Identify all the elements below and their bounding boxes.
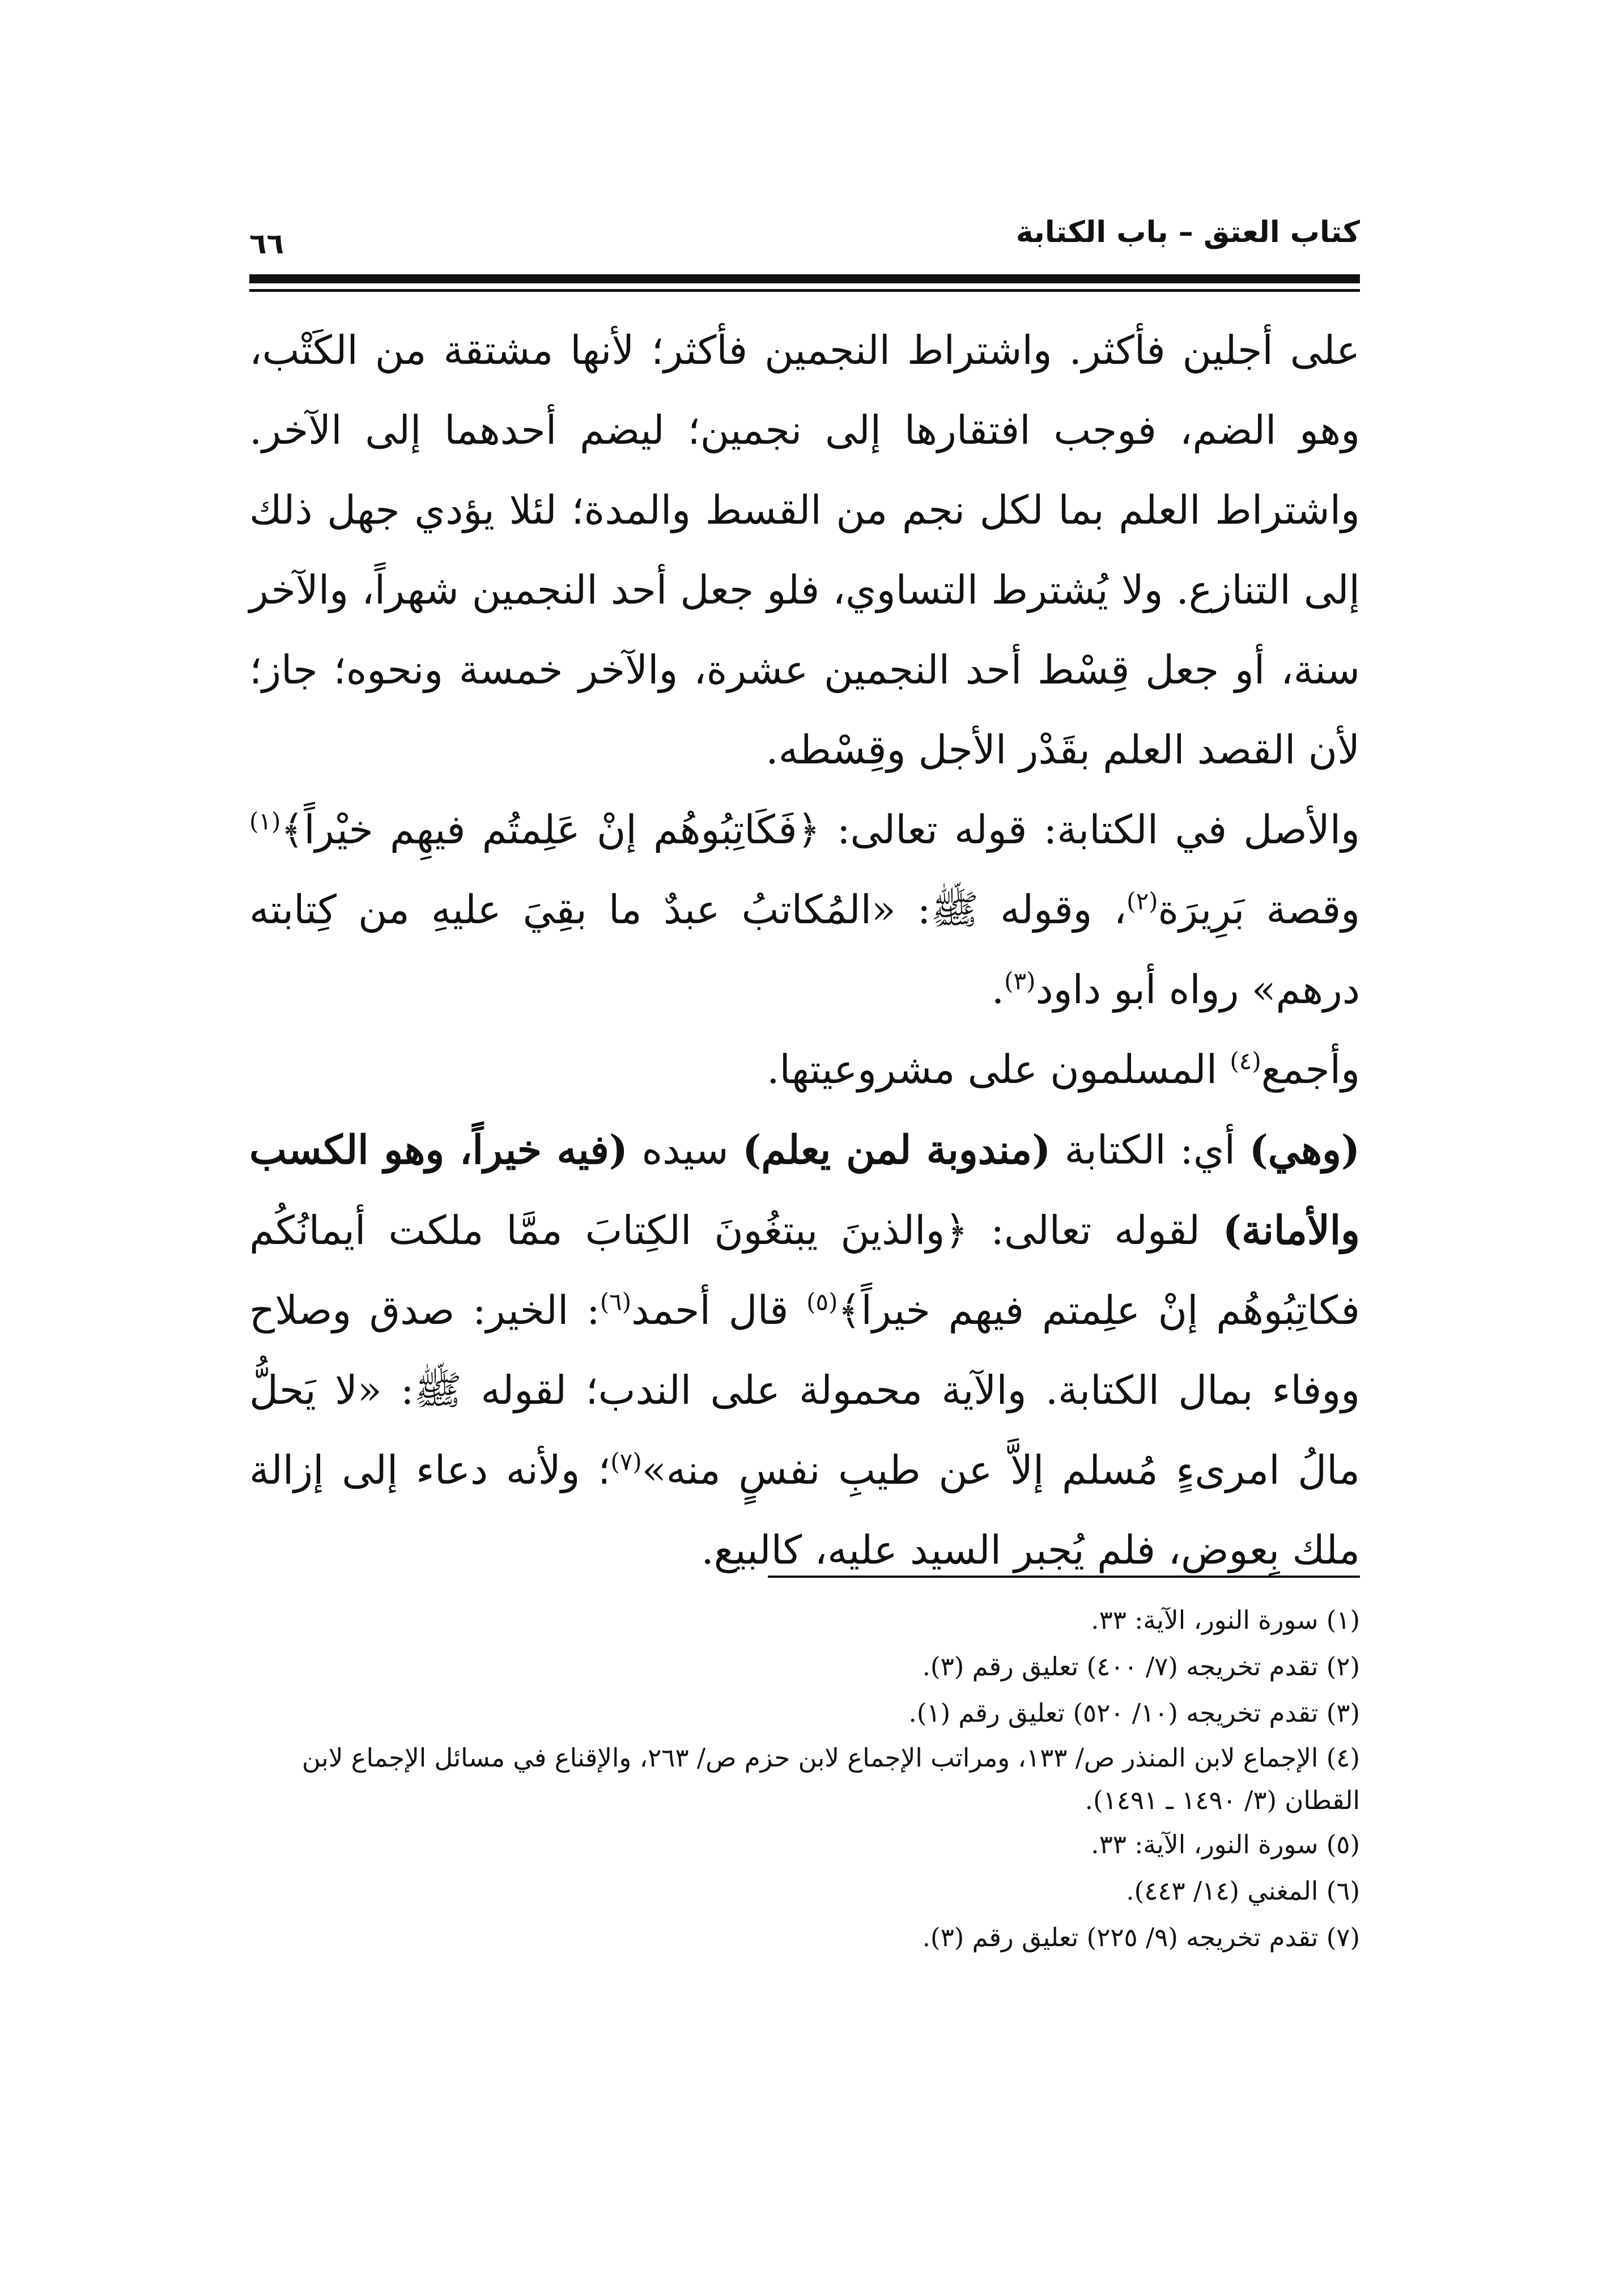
running-header	[249, 204, 1360, 261]
footnote-4: (٤) الإجماع لابن المنذر ص/ ١٣٣، ومراتب الإجماع لابن حزم ص/ ٢٦٣، والإقناع في مسائل الإجماع لابن القطان (٣/ ١٤٩٠ ـ ١٤٩١).	[301, 1743, 1360, 1815]
footnote-ref-3: (٣)	[1004, 967, 1036, 995]
footnote-1: (١) سورة النور، الآية: ٣٣.	[1091, 1605, 1360, 1635]
footnote-ref-2: (٢)	[1126, 887, 1158, 915]
ruling-text-2: سيده	[627, 1127, 743, 1173]
matn-fihi-khayr: (فيه خيراً، وهو الكسب والأمانة)	[249, 1126, 1360, 1254]
paragraph-consensus	[249, 1030, 1360, 1110]
ruling-text-5: : الخير: صدق وصلاح ووفاء بمال الكتابة. والآية محمولة على الندب؛ لقوله ﷺ: «لا يَحلُّ مالُ امرىءٍ مُسلم إلاَّ عن طيبِ نفسٍ منه»	[249, 1287, 1360, 1493]
footnote-ref-5: (٥)	[806, 1288, 838, 1316]
header-rule-thick	[249, 274, 1360, 283]
footnote-3: (٣) تقدم تخريجه (١٠/ ٥٢٠) تعليق رقم (١).	[908, 1698, 1360, 1728]
footnote-5: (٥) سورة النور، الآية: ٣٣.	[1091, 1829, 1360, 1859]
matn-wahiya: (وهي)	[1249, 1126, 1360, 1173]
running-title: كتاب العتق – باب الكتابة	[1015, 215, 1360, 249]
matn-mandouba: (مندوبة لمن يعلم)	[742, 1126, 1051, 1173]
origin-hadith: ، وقوله ﷺ: «المُكاتبُ عبدٌ ما بقِيَ عليهِ من كِتابته درهم» رواه أبو داود	[249, 886, 1360, 1013]
footnote-7: (٧) تقدم تخريجه (٩/ ٢٢٥) تعليق رقم (٣).	[922, 1922, 1360, 1952]
consensus-start: وأجمع	[1261, 1046, 1360, 1093]
paragraph-origin	[249, 790, 1360, 1030]
ruling-text-3: لقوله تعالى: ﴿والذينَ يبتغُونَ الكِتابَ ممَّا ملكت أيمانُكُم فكاتِبُوهُم إنْ علِمتم فيهم خيراً﴾	[249, 1207, 1360, 1334]
footnote-ref-6: (٦)	[600, 1288, 632, 1316]
ruling-text-6: ؛ ولأنه دعاء إلى إزالة ملك بِعوض، فلم يُجبر السيد عليه، كالبيع.	[249, 1447, 1360, 1573]
footnote-ref-1: (١)	[249, 807, 281, 835]
footnote-ref-4: (٤)	[1230, 1047, 1261, 1075]
consensus-rest: المسلمون على مشروعيتها.	[767, 1046, 1230, 1093]
header-rule-thin	[249, 289, 1360, 292]
footnote-separator	[768, 1576, 1360, 1578]
paragraph-ruling	[249, 1110, 1360, 1590]
page-number: ٦٦	[249, 227, 284, 260]
footnotes	[249, 1597, 1360, 1961]
origin-end: .	[991, 966, 1005, 1013]
paragraph-conditions: على أجلين فأكثر. واشتراط النجمين فأكثر؛ لأنها مشتقة من الكَتْب، وهو الضم، فوجب افتقارها إلى نجمين؛ ليضم أحدهما إلى الآخر. واشتراط العلم بما لكل نجم من القسط والمدة؛ لئلا يؤدي جهل ذلك إلى التنازع. ولا يُشترط التساوي، فلو جعل أحد النجمين شهراً، والآخر سنة، أو جعل قِسْط أحد النجمين عشرة، والآخر خمسة ونحوه؛ جاز؛ لأن القصد العلم بقَدْر الأجل وقِسْطه.	[249, 327, 1360, 773]
ruling-text-4: قال أحمد	[631, 1287, 807, 1334]
origin-quran-verse: والأصل في الكتابة: قوله تعالى: ﴿فَكَاتِبُوهُم إنْ عَلِمتُم فيهِم خيْراً﴾	[280, 806, 1360, 853]
footnote-ref-7: (٧)	[610, 1447, 642, 1476]
ruling-text-1: أي: الكتابة	[1051, 1127, 1249, 1173]
main-text	[249, 311, 1360, 1590]
footnote-6: (٦) المغني (١٤/ ٤٤٣).	[1126, 1876, 1360, 1906]
footnote-2: (٢) تقدم تخريجه (٧/ ٤٠٠) تعليق رقم (٣).	[922, 1651, 1360, 1681]
origin-barira: وقصة بَرِيرَة	[1158, 886, 1360, 933]
